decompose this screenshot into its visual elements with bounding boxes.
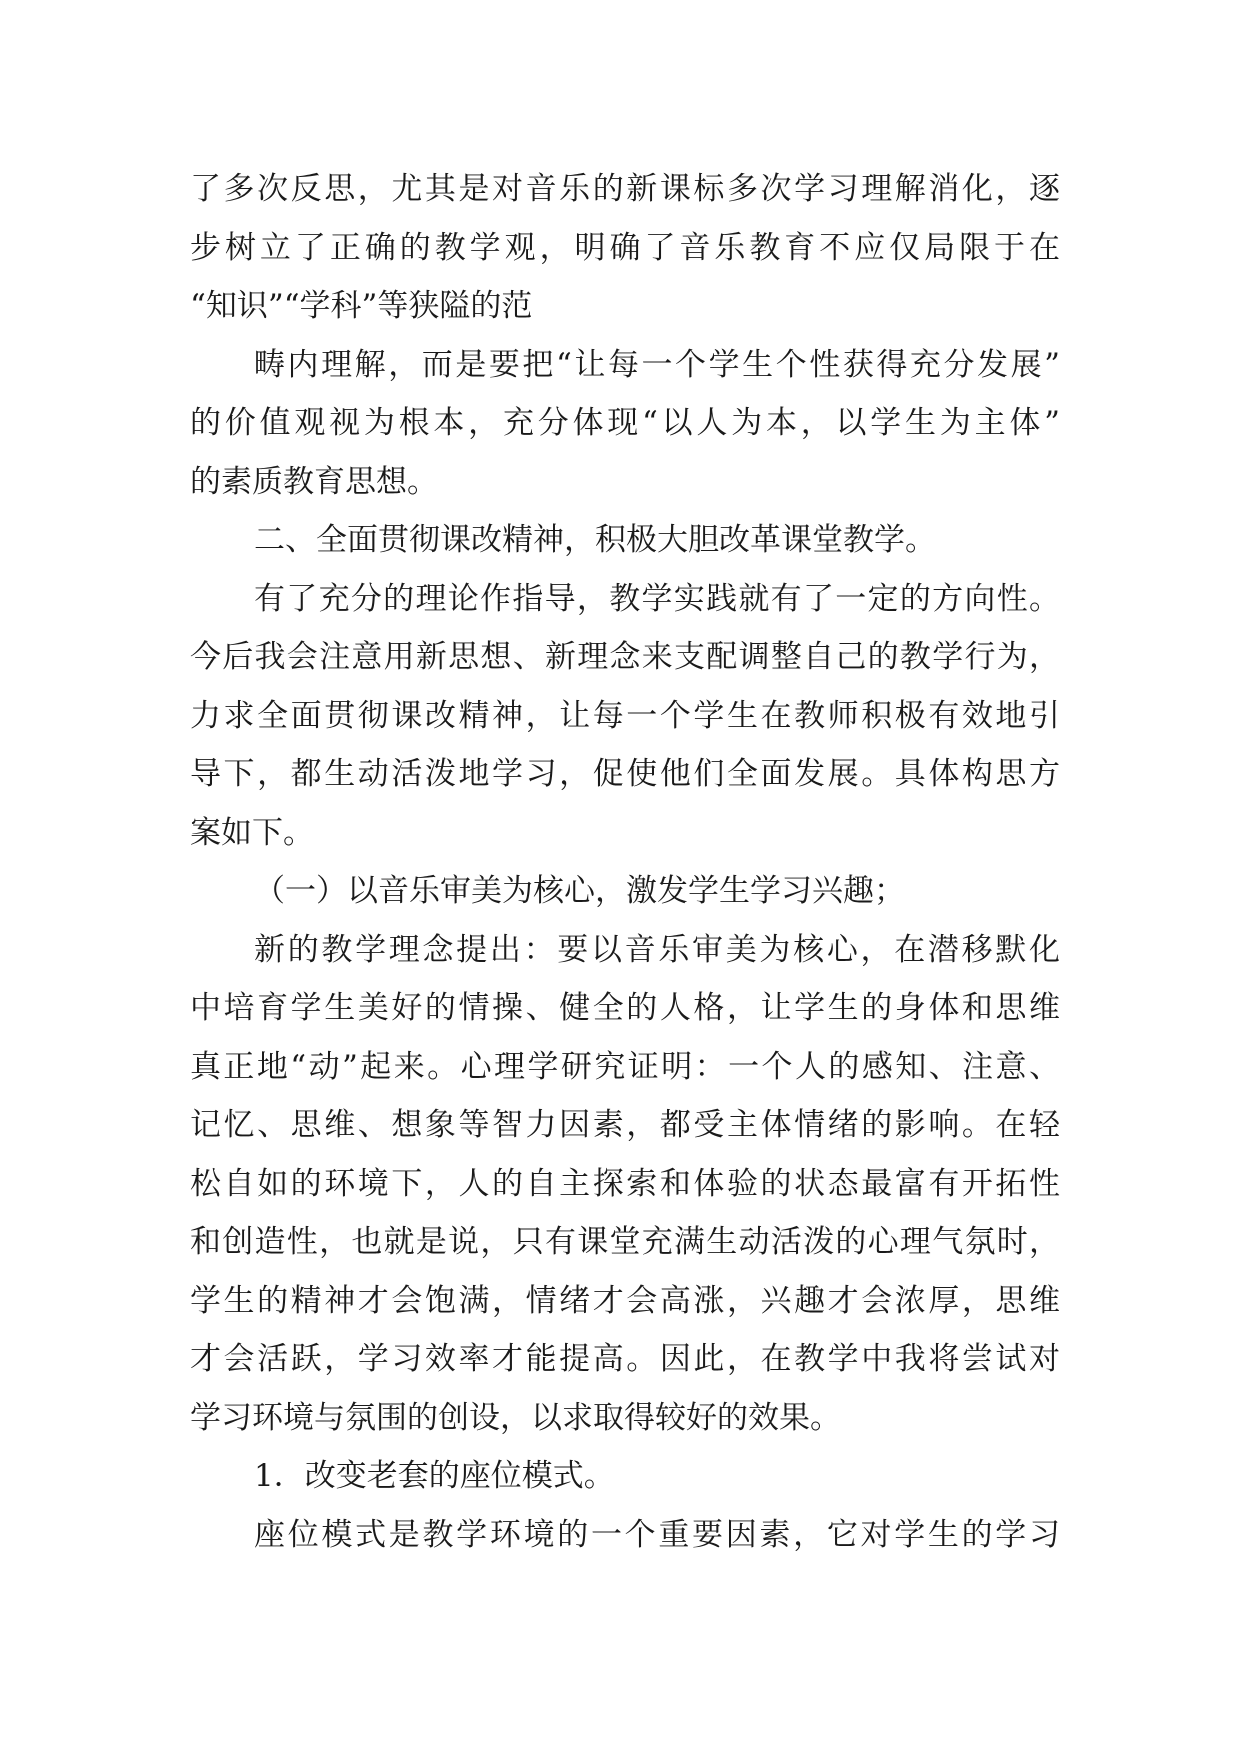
text-line: “知识”“学科”等狭隘的范 — [190, 288, 533, 324]
text-line: 学习环境与氛围的创设，以求取得较好的效果。 — [190, 1399, 841, 1436]
text-line: 今后我会注意用新思想、新理念来支配调整自己的教学行为， — [190, 639, 1060, 675]
text-line: 和创造性，也就是说，只有课堂充满生动活泼的心理气氛时， — [190, 1224, 1060, 1260]
text-line: 才会活跃，学习效率才能提高。因此，在教学中我将尝试对 — [190, 1341, 1060, 1377]
text-line: 座位模式是教学环境的一个重要因素，它对学生的学习 — [254, 1516, 1060, 1553]
text-line: 了多次反思，尤其是对音乐的新课标多次学习理解消化，逐 — [190, 171, 1060, 207]
text-line: 导下，都生动活泼地学习，促使他们全面发展。具体构思方 — [190, 756, 1060, 792]
text-line: 步树立了正确的教学观，明确了音乐教育不应仅局限于在 — [190, 229, 1060, 266]
text-line: 畴内理解，而是要把“让每一个学生个性获得充分发展” — [254, 346, 1060, 383]
text-line: 1．改变老套的座位模式。 — [254, 1458, 615, 1494]
text-line: 的素质教育思想。 — [190, 463, 438, 500]
text-line: 案如下。 — [190, 814, 314, 851]
text-line: 力求全面贯彻课改精神，让每一个学生在教师积极有效地引 — [190, 697, 1060, 734]
text-line: 中培育学生美好的情操、健全的人格，让学生的身体和思维 — [190, 990, 1060, 1026]
text-line: 新的教学理念提出：要以音乐审美为核心，在潜移默化 — [254, 931, 1060, 968]
text-line: （一）以音乐审美为核心，激发学生学习兴趣； — [254, 873, 905, 909]
text-line: 有了充分的理论作指导，教学实践就有了一定的方向性。 — [254, 580, 1060, 617]
text-line: 松自如的环境下，人的自主探索和体验的状态最富有开拓性 — [190, 1165, 1060, 1202]
text-line: 的价值观视为根本，充分体现“以人为本，以学生为主体” — [190, 405, 1060, 441]
text-line: 真正地“动”起来。心理学研究证明：一个人的感知、注意、 — [190, 1048, 1060, 1085]
text-line: 二、全面贯彻课改精神，积极大胆改革课堂教学。 — [254, 522, 936, 558]
text-line: 记忆、思维、想象等智力因素，都受主体情绪的影响。在轻 — [190, 1107, 1060, 1143]
body-text — [190, 160, 1060, 1564]
text-line: 学生的精神才会饱满，情绪才会高涨，兴趣才会浓厚，思维 — [190, 1282, 1060, 1319]
